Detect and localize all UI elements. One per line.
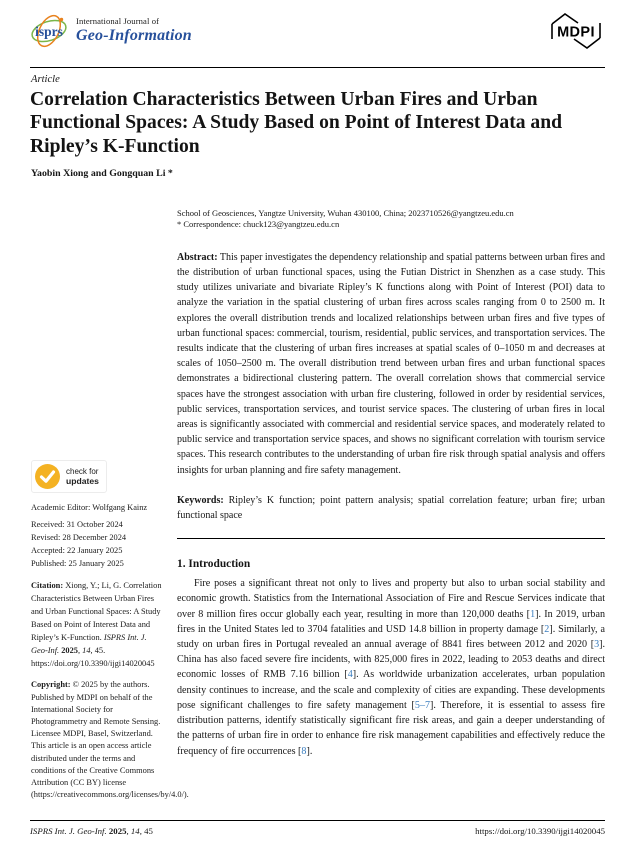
footer-divider xyxy=(30,820,605,821)
keywords-paragraph xyxy=(177,493,605,523)
text-segment: ISPRS Int. J. Geo-Inf. xyxy=(31,633,147,656)
paper-title: Correlation Characteristics Between Urban Fires and Urban Functional Spaces: A Study Based on Point of Interest Data and Ripley’s K-Function xyxy=(30,89,563,157)
section-heading-introduction: 1. Introduction xyxy=(177,558,251,571)
text-segment: 14 xyxy=(82,646,91,656)
abstract-text: This paper investigates the dependency relationship and spatial patterns between urban fires and the distribution of urban functional spaces, using the Futian District in Shenzhen as a case study. This study utilizes univariate and bivariate Ripley’s K functions along with Point of Interest (POI) data to analyze the variation in the spatial clustering of urban fires across scales ranging from 0 to 2500 m. It explores the overall distribution trends and localized relationships between urban fires and five types of urban functional spaces: commercial, tourism, residential, public services, and transportation services. The results indicate that the clustering of urban fires increases at spatial scales of 0–1050 m and decreases at scales of 1050–2500 m. The overall distribution trend between urban fires and urban functional spaces demonstrates a bidirectional clustering pattern. The overall correlation shows that commercial service spaces have the strongest association with urban fire clustering, followed in order by residential services, public services, transportation services, and tourist service spaces. The clustering of urban fires in local areas is significantly associated with commercial and residential service spaces, and moderately related to public service and transportation service spaces, and shows no significant correlation with tourism service spaces. This research contributes to the understanding of urban fire risk through spatial analysis and offers insights for urban planning and fire safety management. xyxy=(177,251,605,476)
reference-link[interactable]: 1 xyxy=(530,608,536,620)
text-segment: 14 xyxy=(130,826,140,836)
date-line: Revised: 28 December 2024 xyxy=(31,533,127,543)
mdpi-hexagon-icon xyxy=(544,10,608,52)
mdpi-logo[interactable] xyxy=(544,10,608,57)
mdpi-wordmark: MDPI xyxy=(557,24,595,41)
copyright-label: Copyright: xyxy=(31,680,71,690)
badge-text-line1: check for xyxy=(66,467,99,476)
text-segment: ]. In 2019, urban fires in the United States led to 3704 fatalities and USD 14.8 billion in property damage [ xyxy=(177,608,606,635)
reference-link[interactable]: 5–7 xyxy=(414,699,431,711)
date-line: Received: 31 October 2024 xyxy=(31,520,123,529)
authors-line: Yaobin Xiong and Gongquan Li * xyxy=(31,168,173,179)
text-segment: , 45 xyxy=(139,826,153,836)
text-segment: ISPRS Int. J. Geo-Inf. xyxy=(30,826,109,836)
dates-block xyxy=(31,518,165,570)
text-segment: 2025 xyxy=(108,826,127,836)
journal-logo[interactable] xyxy=(28,12,192,49)
text-segment: ]. Similarly, a study on urban fires in Portugal revealed an annual average of 8841 fires between 2012 and 2020 [ xyxy=(177,623,605,651)
academic-editor-line: Academic Editor: Wolfgang Kainz xyxy=(31,503,148,512)
text-segment: , xyxy=(77,646,83,656)
text-segment: ]. Therefore, it is essential to assess fire distribution patterns, identify statistically significant fire risk areas, and gain a deeper understanding of the patterns of urban fire in order to enhance fire risk management capabilities and effectively reduce the frequency of fire occurrences [ xyxy=(177,699,605,757)
citation-text xyxy=(31,581,162,668)
keywords-text: Ripley’s K function; point pattern analysis; spatial correlation feature; urban fire; urban functional space xyxy=(177,494,605,522)
article-type-label: Article xyxy=(31,74,60,85)
affiliation-line: School of Geosciences, Yangtze University, Wuhan 430100, China; 2023710526@yangtzeu.edu.cn xyxy=(177,208,514,218)
text-segment: Xiong, Y.; Li, G. Correlation Characteristics Between Urban Fires and Urban Functional Spaces: A Study Based on Point of Interest Data and Ripley’s K-Function. xyxy=(31,581,162,643)
reference-link[interactable]: 2 xyxy=(544,623,550,635)
paper-sidebar xyxy=(31,460,189,801)
reference-link[interactable]: 3 xyxy=(594,639,600,651)
journal-subtitle: International Journal of xyxy=(76,16,160,26)
text-segment: ]. China has also faced severe fire incidents, with 825,000 fires in 2022, leading to 2053 deaths and direct economic losses of RMB 7.16 billion [ xyxy=(177,639,605,681)
text-segment: , xyxy=(126,826,131,836)
page-footer xyxy=(30,826,605,836)
citation-label: Citation: xyxy=(31,581,64,591)
reference-link[interactable]: 8 xyxy=(301,745,307,757)
footer-journal-ref xyxy=(30,826,153,836)
isprs-globe-icon xyxy=(28,12,70,49)
check-updates-badge[interactable] xyxy=(31,460,107,493)
introduction-paragraph xyxy=(177,576,605,758)
text-segment: , 45. https://doi.org/10.3390/ijgi14020045 xyxy=(31,646,155,669)
copyright-text: © 2025 by the authors. Published by MDPI on behalf of the International Society for Photogrammetry and Remote Sensing. Licensee MDPI, Basel, Switzerland. This article is an open access article distributed under the terms and conditions of the Creative Commons Attribution (CC BY) license (https://creativecommons.org/licenses/by/4.0/). xyxy=(31,680,189,800)
check-circle-icon xyxy=(34,463,61,490)
main-column xyxy=(177,208,605,759)
journal-title: Geo-Information xyxy=(76,27,192,44)
text-segment: 2025 xyxy=(61,646,78,656)
citation-block xyxy=(31,579,165,670)
abstract-paragraph xyxy=(177,250,605,478)
abstract-divider xyxy=(177,538,605,539)
badge-text-line2: updates xyxy=(66,475,99,486)
date-line: Published: 25 January 2025 xyxy=(31,559,124,569)
keywords-label: Keywords: xyxy=(177,494,224,506)
copyright-block xyxy=(31,679,189,801)
text-segment: ]. xyxy=(306,745,313,757)
text-segment: Fire poses a significant threat not only to lives and property but also to urban social stability and economic growth. Statistics from the International Association of Fire and Rescue Services indicate that over 8 million fires occur globally each year, resulting in more than 120,000 deaths [ xyxy=(177,578,605,620)
text-segment: ]. As worldwide urbanization accelerates, urban population density continues to increase, and the scale and complexity of cities are expanding. These developments pose significant challenges to fire safety management [ xyxy=(177,669,605,711)
abstract-label: Abstract: xyxy=(177,251,218,263)
doi-link[interactable]: https://doi.org/10.3390/ijgi14020045 xyxy=(475,826,605,836)
date-line: Accepted: 22 January 2025 xyxy=(31,546,123,556)
correspondence-line: * Correspondence: chuck123@yangtzeu.edu.cn xyxy=(177,219,340,230)
header-divider xyxy=(30,67,605,68)
reference-link[interactable]: 4 xyxy=(347,669,353,681)
isprs-wordmark: isprs xyxy=(35,24,63,39)
